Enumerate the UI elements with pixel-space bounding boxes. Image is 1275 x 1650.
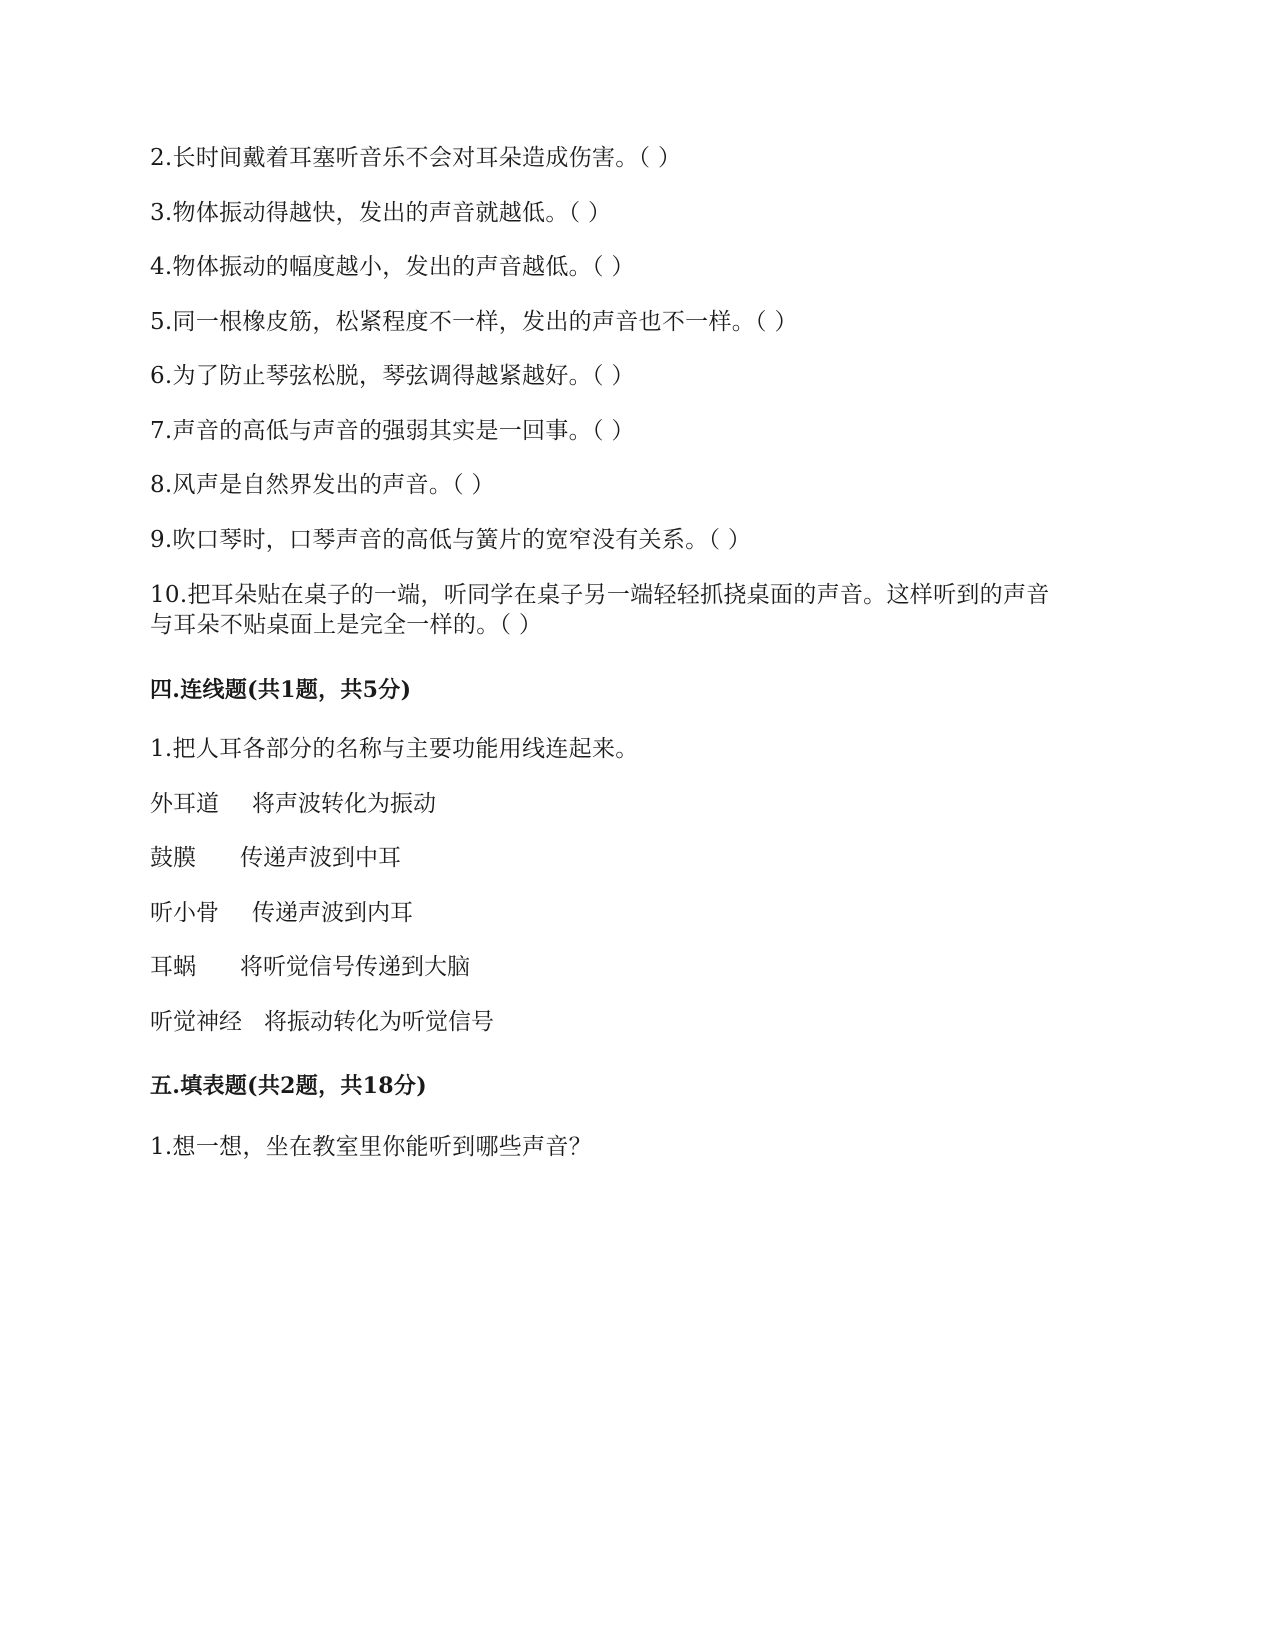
question-4: 4.物体振动的幅度越小，发出的声音越低。（ ） — [150, 254, 635, 280]
question-9: 9.吹口琴时，口琴声音的高低与簧片的宽窄没有关系。（ ） — [150, 527, 752, 553]
fill-table-question: 1.想一想，坐在教室里你能听到哪些声音？ — [150, 1134, 592, 1160]
section-heading: 五.填表题(共2题，共18分) — [150, 1073, 427, 1099]
ear-function-label: 将振动转化为听觉信号 — [264, 1009, 494, 1035]
ear-function-label: 传递声波到中耳 — [240, 845, 401, 871]
question-6: 6.为了防止琴弦松脱，琴弦调得越紧越好。（ ） — [150, 363, 635, 389]
question-7: 7.声音的高低与声音的强弱其实是一回事。（ ） — [150, 418, 635, 444]
question-5: 5.同一根橡皮筋，松紧程度不一样，发出的声音也不一样。（ ） — [150, 309, 798, 335]
matching-row — [150, 843, 401, 873]
ear-part-label: 外耳道 — [150, 791, 219, 817]
question-3: 3.物体振动得越快，发出的声音就越低。（ ） — [150, 200, 612, 226]
question-2: 2.长时间戴着耳塞听音乐不会对耳朵造成伤害。（ ） — [150, 145, 682, 171]
ear-part-label: 听觉神经 — [150, 1009, 242, 1035]
ear-part-label: 耳蜗 — [150, 954, 196, 980]
ear-part-label: 听小骨 — [150, 900, 219, 926]
matching-row — [150, 952, 470, 982]
ear-function-label: 将声波转化为振动 — [252, 791, 436, 817]
ear-part-label: 鼓膜 — [150, 845, 196, 871]
matching-row — [150, 898, 413, 928]
question-10-line-2: 与耳朵不贴桌面上是完全一样的。（ ） — [150, 612, 543, 638]
ear-function-label: 将听觉信号传递到大脑 — [240, 954, 470, 980]
question-8: 8.风声是自然界发出的声音。（ ） — [150, 472, 495, 498]
question-10-line-1: 10.把耳朵贴在桌子的一端，听同学在桌子另一端轻轻抓挠桌面的声音。这样听到的声音 — [150, 582, 1050, 608]
section-heading: 四.连线题(共1题，共5分) — [150, 677, 412, 703]
matching-row — [150, 789, 436, 819]
ear-function-label: 传递声波到内耳 — [252, 900, 413, 926]
matching-row — [150, 1007, 494, 1037]
matching-question: 1.把人耳各部分的名称与主要功能用线连起来。 — [150, 736, 639, 762]
